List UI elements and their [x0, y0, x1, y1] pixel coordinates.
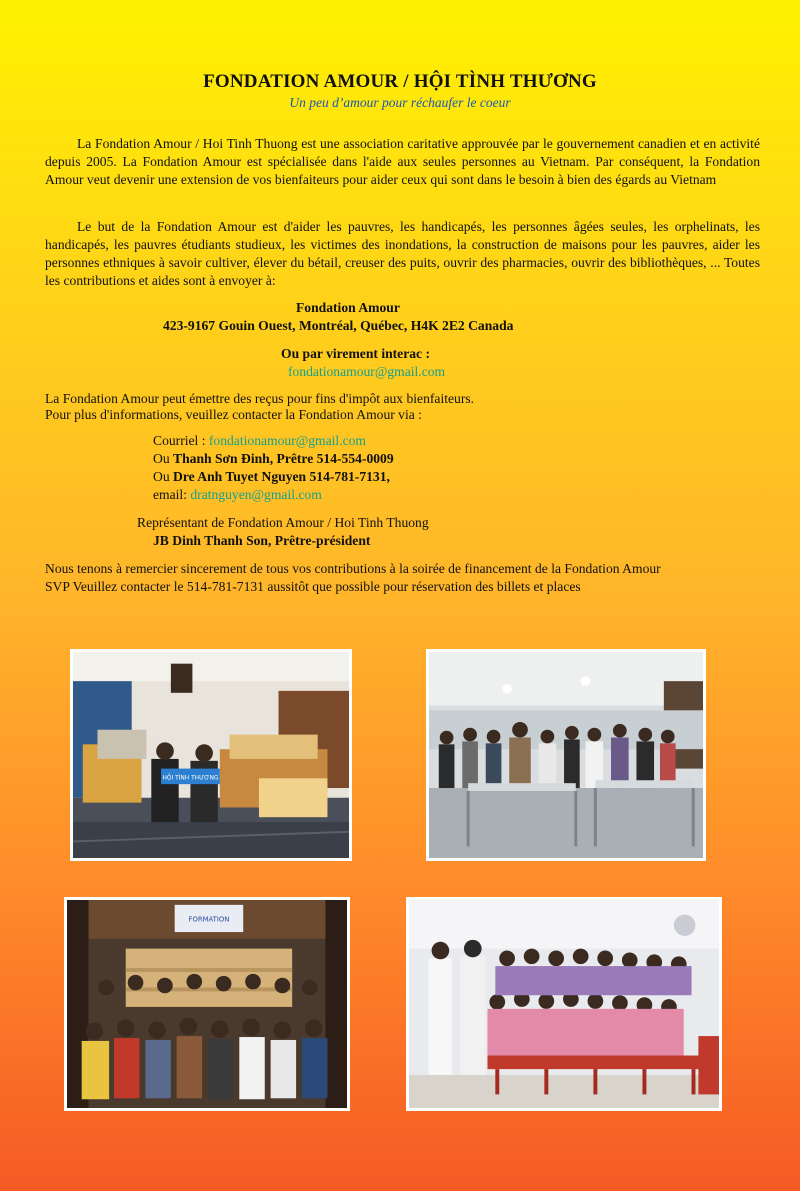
photo1-banner-text: HỘI TÌNH THƯƠNG — [162, 775, 219, 782]
courriel-label: Courriel : — [153, 433, 209, 448]
address-name: Fondation Amour — [296, 300, 400, 315]
intro-text-1: La Fondation Amour / Hoi Tinh Thuong est une association caritative approuvée par le gouvernement canadien et en activité depuis 2005. La Fondation Amour est spécialisée dans l'aide aux seules personnes au Vietnam. Par conséquent, la Fondation Amour veut devenir une extension de vos bienfaiteurs pour aider ceux qui sont dans le besoin à bien des égards au Vietnam — [45, 136, 760, 187]
doctor-email-link[interactable]: dratnguyen@gmail.com — [190, 487, 322, 502]
courriel-email-link[interactable]: fondationamour@gmail.com — [208, 433, 366, 448]
interac-label: Ou par virement interac : — [281, 346, 431, 361]
contact-doctor — [153, 468, 390, 486]
photo-students-boxes — [64, 897, 350, 1111]
photo-group-hall — [426, 649, 706, 861]
closing-line-1: Nous tenons à remercier sincerement de tous vos contributions à la soirée de financement de la Fondation Amour — [45, 561, 661, 576]
intro-text-2: Le but de la Fondation Amour est d'aider les pauvres, les handicapés, les personnes âgées seules, les orphelinats, les handicapés, les pauvres étudiants studieux, les victimes des inondations, la construction de maisons pour les pauvres, aider les personnes ethniques à savoir cultiver, élever du bétail, creuser des puits, ouvrir des pharmacies, ouvrir des bibliothèques, ... Toutes les contributions et aides sont à envoyer à: — [45, 219, 760, 288]
receipts-line-2: Pour plus d'informations, veuillez contacter la Fondation Amour via : — [45, 407, 422, 422]
representative-name: JB Dinh Thanh Son, Prêtre-président — [153, 533, 371, 548]
page-subtitle: Un peu d’amour pour réchaufer le coeur — [289, 95, 511, 110]
contact-priest — [153, 450, 394, 468]
contact-email — [153, 486, 322, 504]
address-street: 423-9167 Gouin Ouest, Montréal, Québec, H4K 2E2 Canada — [163, 318, 514, 333]
intro-paragraph-2 — [45, 218, 760, 290]
receipts-line-1: La Fondation Amour peut émettre des reçus pour fins d'impôt aux bienfaiteurs. — [45, 391, 475, 406]
ou-label-2: Ou — [153, 469, 174, 484]
closing-line-2: SVP Veuillez contacter le 514-781-7131 aussitôt que possible pour réservation des billets et places — [45, 579, 581, 594]
photo3-banner-text: FORMATION — [188, 915, 230, 924]
photo-donation-goods — [70, 649, 352, 861]
interac-email-link[interactable]: fondationamour@gmail.com — [288, 364, 446, 379]
ou-label-1: Ou — [153, 451, 174, 466]
email-label: email: — [153, 487, 191, 502]
representative-label: Représentant de Fondation Amour / Hoi Tinh Thuong — [137, 515, 429, 530]
page-title: FONDATION AMOUR / HỘI TÌNH THƯƠNG — [203, 71, 597, 92]
priest-contact: Thanh Sơn Đinh, Prêtre 514-554-0009 — [173, 451, 394, 466]
doctor-contact: Dre Anh Tuyet Nguyen 514-781-7131, — [173, 469, 390, 484]
photo-children-nuns — [406, 897, 722, 1111]
intro-paragraph-1 — [45, 135, 760, 189]
contact-courriel — [153, 432, 366, 450]
